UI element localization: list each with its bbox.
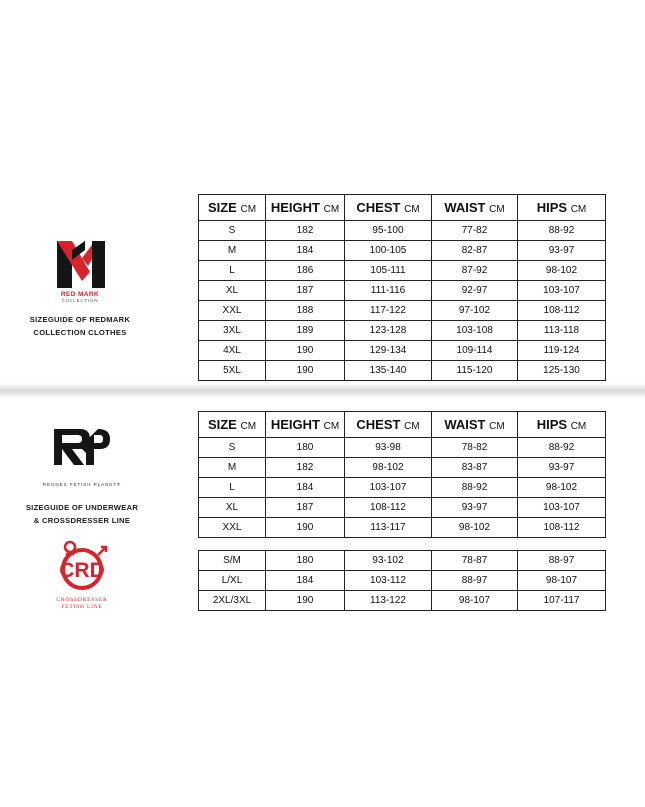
waist-header [432,412,518,438]
chest-cell: 129-134 [345,341,432,361]
size-cell: 2XL/3XL [199,591,266,611]
chest-cell: 111-116 [345,281,432,301]
hips-header-label: HIPS [536,417,568,432]
redmark-logo [54,236,108,298]
waist-cell: 97-102 [432,301,518,321]
table-row [199,458,606,478]
waist-cell: 92-97 [432,281,518,301]
unit-label: CM [240,204,257,215]
size-cell: XXL [199,518,266,538]
hips-cell: 103-107 [518,498,606,518]
table-header-row [199,195,606,221]
height-cell: 189 [266,321,345,341]
redmark-caption [20,313,140,339]
hips-cell: 107-117 [518,591,606,611]
waist-cell: 88-97 [432,571,518,591]
waist-cell: 83-87 [432,458,518,478]
size-cell: XXL [199,301,266,321]
rp-logo [50,423,114,471]
height-cell: 184 [266,478,345,498]
hips-cell: 98-102 [518,478,606,498]
hips-cell: 93-97 [518,241,606,261]
height-cell: 182 [266,458,345,478]
waist-cell: 88-92 [432,478,518,498]
size-cell: L/XL [199,571,266,591]
table-row [199,301,606,321]
size-header [199,195,266,221]
section-divider [0,383,645,397]
unit-label: CM [240,421,257,432]
hips-cell: 88-97 [518,551,606,571]
size-cell: L [199,261,266,281]
rp-caption-line1: SIZEGUIDE OF UNDERWEAR [25,503,139,512]
chest-cell: 93-102 [345,551,432,571]
table-row [199,438,606,458]
hips-cell: 108-112 [518,518,606,538]
height-cell: 190 [266,341,345,361]
hips-cell: 108-112 [518,301,606,321]
size-cell: M [199,241,266,261]
table-row [199,241,606,261]
hips-cell: 119-124 [518,341,606,361]
rp-brand: REGNES FETISH PLANET® [42,482,122,487]
height-cell: 182 [266,221,345,241]
height-header-label: HEIGHT [270,200,320,215]
waist-header-label: WAIST [444,417,486,432]
height-header [266,412,345,438]
chest-cell: 113-117 [345,518,432,538]
height-cell: 190 [266,518,345,538]
hips-header-label: HIPS [536,200,568,215]
height-cell: 190 [266,361,345,381]
size-header [199,412,266,438]
redmark-brand-sub: COLLECTION [61,298,99,303]
chest-header [345,195,432,221]
waist-cell: 93-97 [432,498,518,518]
chest-cell: 117-122 [345,301,432,321]
waist-cell: 98-102 [432,518,518,538]
size-cell: 5XL [199,361,266,381]
rp-caption [20,501,144,527]
waist-cell: 103-108 [432,321,518,341]
unit-label: CM [323,421,340,432]
waist-cell: 109-114 [432,341,518,361]
waist-cell: 78-87 [432,551,518,571]
unit-label: CM [489,204,505,215]
table-row [199,498,606,518]
size-cell: XL [199,281,266,301]
waist-cell: 78-82 [432,438,518,458]
chest-cell: 103-107 [345,478,432,498]
crd-brand-line1: CROSSDRESSER [56,597,108,603]
height-cell: 190 [266,591,345,611]
hips-cell: 125-130 [518,361,606,381]
height-cell: 187 [266,498,345,518]
crd-brand [30,597,134,611]
table-row [199,221,606,241]
height-header [266,195,345,221]
hips-header [518,412,606,438]
waist-header-label: WAIST [444,200,486,215]
table-row [199,571,606,591]
chest-header-label: CHEST [356,417,401,432]
height-cell: 184 [266,241,345,261]
table-row [199,261,606,281]
hips-cell: 98-102 [518,261,606,281]
chest-header [345,412,432,438]
table-row [199,321,606,341]
chest-cell: 113-122 [345,591,432,611]
waist-cell: 98-107 [432,591,518,611]
chest-cell: 93-98 [345,438,432,458]
hips-cell: 98-107 [518,571,606,591]
size-cell: 4XL [199,341,266,361]
waist-cell: 115-120 [432,361,518,381]
table-row [199,361,606,381]
table-header-row [199,412,606,438]
unit-label: CM [404,204,420,215]
crd-logo [46,537,118,593]
table-row [199,518,606,538]
height-cell: 188 [266,301,345,321]
chest-cell: 98-102 [345,458,432,478]
size-cell: 3XL [199,321,266,341]
unit-label: CM [404,421,420,432]
chest-cell: 95-100 [345,221,432,241]
unit-label: CM [570,421,587,432]
size-cell: S [199,221,266,241]
hips-header [518,195,606,221]
chest-cell: 103-112 [345,571,432,591]
redmark-brand-top: RED MARK [60,291,100,298]
chest-cell: 105-111 [345,261,432,281]
unit-label: CM [323,204,340,215]
height-cell: 184 [266,571,345,591]
chest-cell: 100-105 [345,241,432,261]
hips-cell: 103-107 [518,281,606,301]
chest-cell: 108-112 [345,498,432,518]
size-cell: S [199,438,266,458]
redmark-brand [40,291,120,304]
rp-caption-line2: & CROSSDRESSER LINE [33,516,131,525]
table-row [199,478,606,498]
crd-brand-line2: FETISH LINE [61,604,103,610]
redmark-caption-line2: COLLECTION CLOTHES [33,328,127,337]
table-row [199,591,606,611]
waist-cell: 87-92 [432,261,518,281]
redmark-size-table [198,194,606,381]
crd-logo-text: CRD [59,559,105,582]
crossdresser-size-table [198,550,606,611]
size-cell: S/M [199,551,266,571]
size-cell: XL [199,498,266,518]
table-row [199,281,606,301]
height-cell: 187 [266,281,345,301]
chest-cell: 123-128 [345,321,432,341]
waist-header [432,195,518,221]
height-cell: 180 [266,551,345,571]
size-cell: M [199,458,266,478]
table-row [199,551,606,571]
waist-cell: 77-82 [432,221,518,241]
height-cell: 180 [266,438,345,458]
hips-cell: 113-118 [518,321,606,341]
waist-cell: 82-87 [432,241,518,261]
unit-label: CM [570,204,587,215]
height-cell: 186 [266,261,345,281]
hips-cell: 88-92 [518,221,606,241]
underwear-size-table [198,411,606,538]
size-cell: L [199,478,266,498]
hips-cell: 93-97 [518,458,606,478]
size-header-label: SIZE [207,200,237,215]
height-header-label: HEIGHT [270,417,320,432]
hips-cell: 88-92 [518,438,606,458]
redmark-caption-line1: SIZEGUIDE OF REDMARK [29,315,131,324]
table-row [199,341,606,361]
chest-cell: 135-140 [345,361,432,381]
size-header-label: SIZE [207,417,237,432]
unit-label: CM [489,421,505,432]
chest-header-label: CHEST [356,200,401,215]
